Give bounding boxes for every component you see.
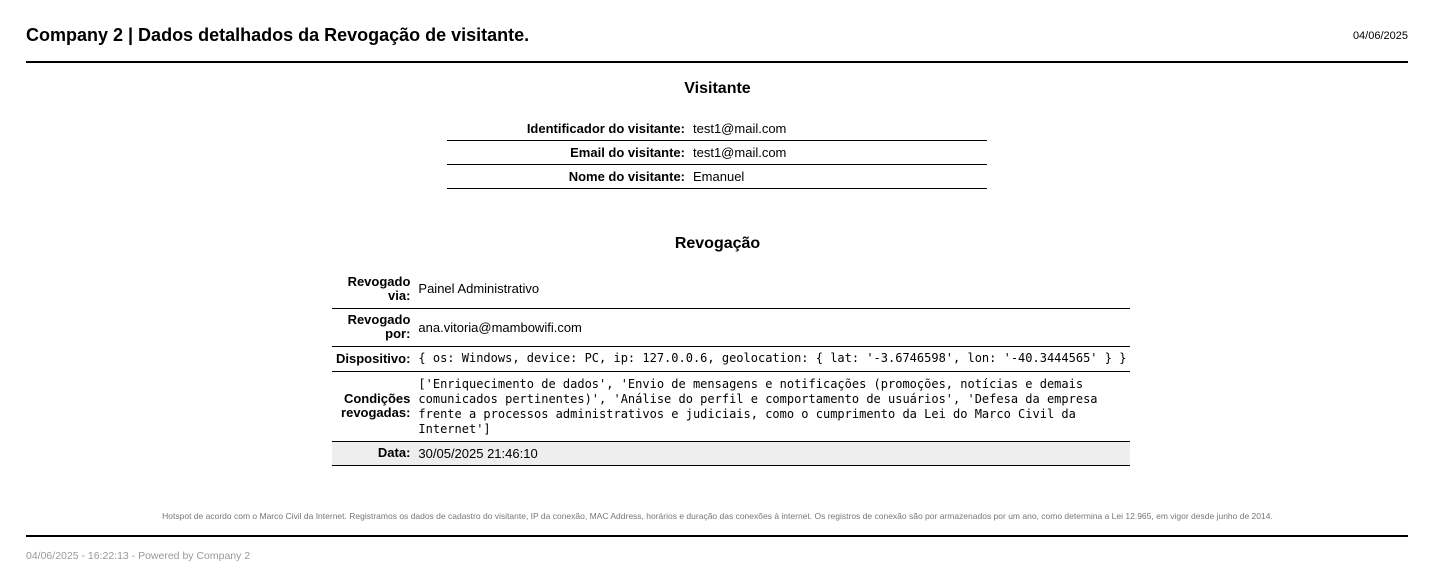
revoked-conditions-label: Condições revogadas: bbox=[332, 371, 414, 441]
table-row bbox=[332, 308, 1130, 346]
legal-notice: Hotspot de acordo com o Marco Civil da Internet. Registramos os dados de cadastro do visitante, IP da conexão, MAC Address, horários e duração das conexões à internet. Os registros de conexão são por armazenados por um ano, como determina a Lei 12.965, em vigor desde junho de 2014. bbox=[162, 511, 1273, 521]
visitor-id-label: Identificador do visitante: bbox=[447, 116, 689, 140]
revoked-by-value: ana.vitoria@mambowifi.com bbox=[414, 308, 1130, 346]
powered-by: 04/06/2025 - 16:22:13 - Powered by Company 2 bbox=[26, 550, 251, 562]
revoked-via-label: Revogado via: bbox=[332, 270, 414, 308]
date-value: 30/05/2025 21:46:10 bbox=[414, 441, 1130, 465]
table-row bbox=[447, 164, 987, 188]
table-row bbox=[332, 441, 1130, 465]
visitor-name-label: Nome do visitante: bbox=[447, 164, 689, 188]
table-row bbox=[447, 116, 987, 140]
visitor-table bbox=[447, 116, 987, 189]
page-title: Company 2 | Dados detalhados da Revogação de visitante. bbox=[26, 25, 530, 45]
table-row bbox=[332, 270, 1130, 308]
visitor-name-value: Emanuel bbox=[689, 164, 987, 188]
table-row bbox=[447, 140, 987, 164]
revocation-table bbox=[332, 270, 1130, 466]
visitor-email-value: test1@mail.com bbox=[689, 140, 987, 164]
table-row bbox=[332, 346, 1130, 371]
table-row bbox=[332, 371, 1130, 441]
revoked-via-value: Painel Administrativo bbox=[414, 270, 1130, 308]
revoked-by-label: Revogado por: bbox=[332, 308, 414, 346]
page-header bbox=[26, 0, 1408, 63]
revocation-section-title: Revogação bbox=[674, 235, 761, 252]
device-label: Dispositivo: bbox=[332, 346, 414, 371]
revoked-conditions-value: ['Enriquecimento de dados', 'Envio de mensagens e notificações (promoções, notícias e demais comunicados pertinentes)', 'Análise do perfil e comportamento de usuários', 'Defesa da empresa frente a processos administrativos e judiciais, como o cumprimento da Lei do Marco Civil da Internet'] bbox=[414, 371, 1130, 441]
footer-divider bbox=[26, 535, 1408, 537]
header-date: 04/06/2025 bbox=[1352, 30, 1408, 42]
visitor-id-value: test1@mail.com bbox=[689, 116, 987, 140]
device-value: { os: Windows, device: PC, ip: 127.0.0.6, geolocation: { lat: '-3.6746598', lon: '-40.3444565' } } bbox=[414, 346, 1130, 371]
visitor-section-title: Visitante bbox=[684, 80, 751, 97]
visitor-email-label: Email do visitante: bbox=[447, 140, 689, 164]
date-label: Data: bbox=[332, 441, 414, 465]
